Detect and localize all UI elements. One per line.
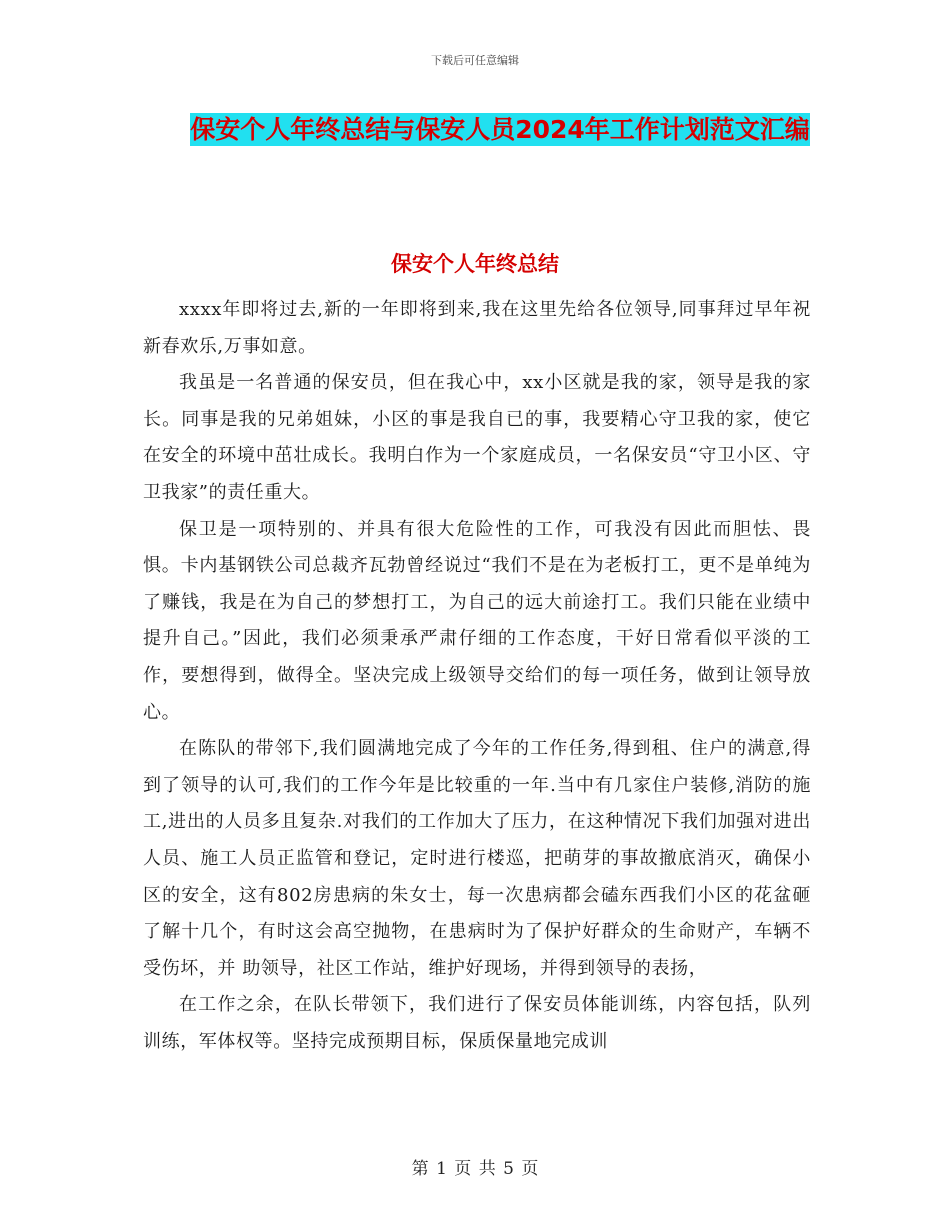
document-title-text: 保安个人年终总结与保安人员2024年工作计划范文汇编 [190, 115, 810, 144]
paragraph: 我虽是一名普通的保安员，但在我心中，xx小区就是我的家，领导是我的家长。同事是我的兄弟姐妹，小区的事是我自已的事，我要精心守卫我的家，使它在安全的环境中茁壮成长。我明白作为一个家庭成员，一名保安员“守卫小区、守卫我家”的责任重大。 [143, 372, 811, 503]
paragraph: 保卫是一项特别的、并具有很大危险性的工作，可我没有因此而胆怯、畏惧。卡内基钢铁公司总裁齐瓦勃曾经说过“我们不是在为老板打工，更不是单纯为了赚钱，我是在为自己的梦想打工，为自己的远大前途打工。我们只能在业绩中提升自己。”因此，我们必须秉承严肃仔细的工作态度，干好日常看似平淡的工作，要想得到，做得全。坚决完成上级领导交给们的每一项任务，做到让领导放心。 [143, 518, 811, 723]
paragraph: 在工作之余，在队长带领下，我们进行了保安员体能训练，内容包括，队列训练，军体权等。坚持完成预期目标，保质保量地完成训 [143, 994, 811, 1052]
paragraph: xxxx年即将过去,新的一年即将到来,我在这里先给各位领导,同事拜过早年祝新春欢乐,万事如意。 [143, 299, 811, 357]
body-text [143, 292, 811, 1060]
page-number: 第 1 页 共 5 页 [411, 1159, 539, 1179]
document-title [140, 108, 860, 152]
section-title: 保安个人年终总结 [391, 252, 559, 276]
paragraph: 在陈队的带邻下,我们圆满地完成了今年的工作任务,得到租、住户的满意,得到了领导的认可,我们的工作今年是比较重的一年.当中有几家住户装修,消防的施工,进出的人员多且复杂.对我们的工作加大了压力，在这种情况下我们加强对进出人员、施工人员正监管和登记，定时进行楼巡，把萌芽的事故撤底消灭，确保小区的安全，这有802房患病的朱女士，每一次患病都会磕东西我们小区的花盆砸了解十几个，有时这会高空抛物，在患病时为了保护好群众的生命财产，车辆不受伤坏，并 助领导，社区工作站，维护好现场，并得到领导的表扬， [143, 738, 811, 979]
header-note: 下载后可任意编辑 [431, 54, 519, 67]
